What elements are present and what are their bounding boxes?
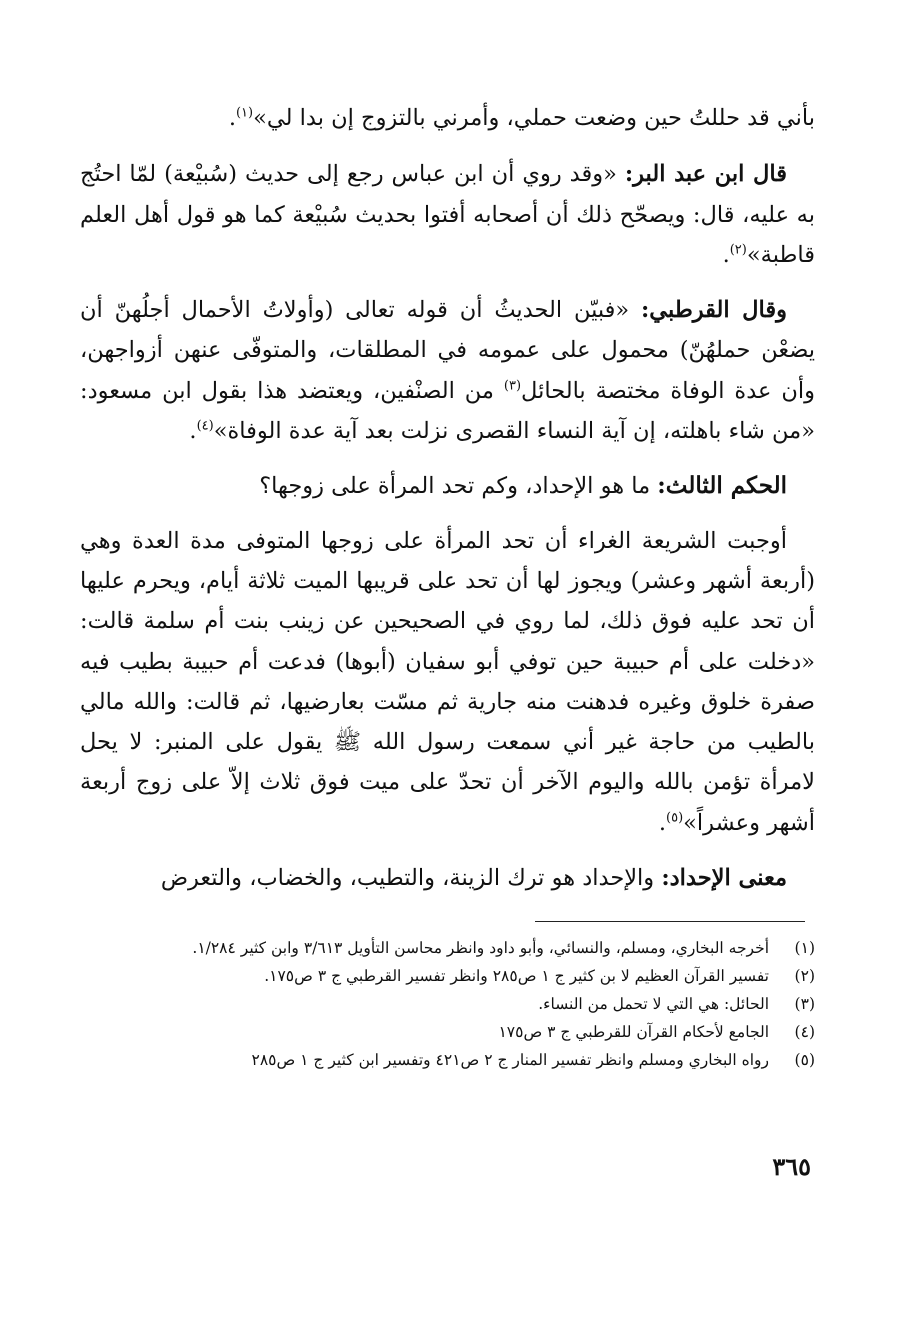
section-heading-text: ما هو الإحداد، وكم تحد المرأة على زوجها؟ bbox=[259, 473, 658, 500]
footnote-number: (٤) bbox=[794, 1023, 815, 1041]
paragraph-1 bbox=[80, 98, 815, 138]
paragraph-1-tail: . bbox=[228, 105, 236, 131]
main-text bbox=[80, 98, 815, 913]
footnote-text: الجامع لأحكام القرآن للقرطبي ج ٣ ص١٧٥ bbox=[498, 1023, 769, 1041]
footnote-text: رواه البخاري ومسلم وانظر تفسير المنار ج ٢ ص٤٢١ وتفسير ابن كثير ج ١ ص٢٨٥ bbox=[251, 1051, 769, 1069]
paragraph-1-text: بأني قد حللتُ حين وضعت حملي، وأمرني بالتزوج إن بدا لي» bbox=[253, 105, 815, 131]
footnote-number: (٢) bbox=[794, 967, 815, 985]
paragraph-4-tail: . bbox=[658, 809, 667, 836]
section-heading-lead: الحكم الثالث: bbox=[657, 472, 787, 500]
paragraph-3-text: «فبيّن الحديثُ أن قوله تعالى (وأولاتُ الأحمال أجلُهنّ أن يضعْن حملهُنّ) محمول على عمومه في المطلقات، والمتوفّى عنهن أزواجهن، وأن عدة الوفاة مختصة بالحائل bbox=[80, 297, 815, 404]
paragraph-3 bbox=[80, 290, 815, 451]
paragraph-5 bbox=[80, 858, 815, 898]
paragraph-4 bbox=[80, 521, 815, 843]
footnote-3 bbox=[80, 990, 815, 1018]
footnote-ref-4: (٤) bbox=[196, 418, 214, 434]
footnote-divider bbox=[535, 921, 805, 922]
paragraph-5-lead: معنى الإحداد: bbox=[661, 865, 787, 892]
footnote-number: (١) bbox=[794, 939, 815, 957]
section-heading bbox=[80, 466, 815, 506]
paragraph-2-lead: قال ابن عبد البر: bbox=[624, 161, 787, 188]
paragraph-3-lead: وقال القرطبي: bbox=[641, 297, 787, 324]
footnote-ref-2: (٢) bbox=[729, 242, 747, 258]
footnote-ref-3: (٣) bbox=[503, 378, 522, 394]
footnote-ref-5: (٥) bbox=[666, 810, 684, 826]
footnote-4 bbox=[80, 1018, 815, 1046]
page-number: ٣٦٥ bbox=[772, 1152, 811, 1181]
footnote-number: (٥) bbox=[794, 1051, 815, 1069]
paragraph-2-text: «وقد روي أن ابن عباس رجع إلى حديث (سُبيْعة) لمّا احتُج به عليه، قال: ويصحّح ذلك أن أصحابه أفتوا بحديث سُبيْعة كما هو قول أهل العلم قاطبة» bbox=[80, 161, 815, 268]
footnote-2 bbox=[80, 962, 815, 990]
footnote-1 bbox=[80, 934, 815, 962]
footnote-text: الحائل: هي التي لا تحمل من النساء. bbox=[538, 995, 769, 1013]
paragraph-4-text: أوجبت الشريعة الغراء أن تحد المرأة على زوجها المتوفى مدة العدة وهي (أربعة أشهر وعشر) ويجوز لها أن تحد على قريبها الميت ثلاثة أيام، ويحرم عليها أن تحد عليه فوق ذلك، لما روي في الصحيحين عن زينب بنت أم سلمة قالت: «دخلت على أم حبيبة حين توفي أبو سفيان (أبوها) فدعت أم حبيبة بطيب فيه صفرة خلوق وغيره فدهنت منه جارية ثم مسّت بعارضيها، ثم قالت: والله مالي بالطيب من حاجة غير أني سمعت رسول الله ﷺ يقول على المنبر: لا يحل لامرأة تؤمن بالله واليوم الآخر أن تحدّ على ميت فوق ثلاث إلاّ على زوج أربعة أشهر وعشراً» bbox=[80, 527, 815, 836]
footnote-number: (٣) bbox=[794, 995, 815, 1013]
footnote-text: تفسير القرآن العظيم لا بن كثير ج ١ ص٢٨٥ وانظر تفسير القرطبي ج ٣ ص١٧٥. bbox=[264, 967, 769, 985]
footnote-ref-1: (١) bbox=[235, 105, 254, 121]
footnotes-list bbox=[80, 934, 815, 1074]
footnote-text: أخرجه البخاري، ومسلم، والنسائي، وأبو داود وانظر محاسن التأويل ٣/٦١٣ وابن كثير ١/٢٨٤. bbox=[192, 939, 769, 957]
footnote-5 bbox=[80, 1046, 815, 1074]
paragraph-3-text-continued: من الصنْفين، ويعتضد هذا بقول ابن مسعود: «من شاء باهلته، إن آية النساء القصرى نزلت بعد آية عدة الوفاة» bbox=[80, 377, 815, 445]
paragraph-2-tail: . bbox=[722, 241, 730, 268]
paragraph-3-tail: . bbox=[189, 418, 197, 445]
paragraph-5-text: والإحداد هو ترك الزينة، والتطيب، والخضاب، والتعرض bbox=[160, 865, 662, 892]
paragraph-2 bbox=[80, 154, 815, 275]
